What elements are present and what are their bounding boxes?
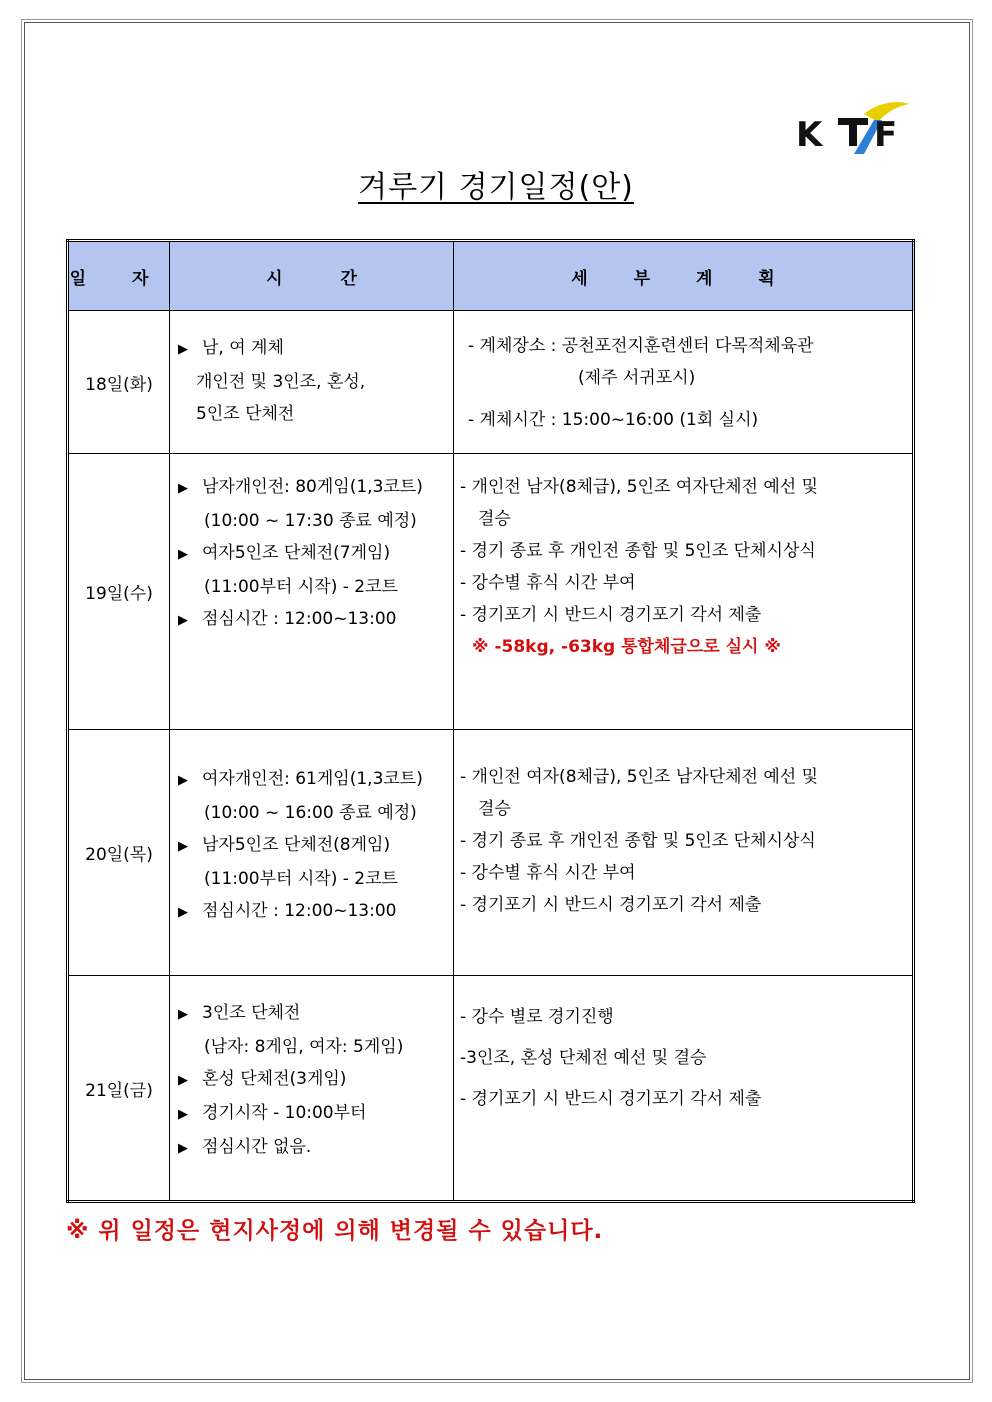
time-cell: ▶ 3인조 단체전 (남자: 8게임, 여자: 5게임) ▶ 혼성 단체전(3게임) ▶ 경기시작 - 10:00부터 ▶ 점심시간 없음. xyxy=(170,976,454,1202)
table-row xyxy=(68,730,914,976)
plan-cell: - 개인전 남자(8체급), 5인조 여자단체전 예선 및 결승 - 경기 종료 후 개인전 종합 및 5인조 단체시상식 - 강수별 휴식 시간 부여 - 경기포기 시 반드시 경기포기 각서 제출 ※ -58kg, -63kg 통합체급으로 실시 ※ xyxy=(454,454,914,730)
header-date: 일 자 xyxy=(68,241,170,311)
bullet-icon: ▶ xyxy=(178,905,188,920)
date-cell: 19일(수) xyxy=(68,454,170,730)
bullet-icon: ▶ xyxy=(178,342,188,357)
bullet-icon: ▶ xyxy=(178,613,188,628)
footnote: ※ 위 일정은 현지사정에 의해 변경될 수 있습니다. xyxy=(66,1218,604,1244)
ktf-logo xyxy=(794,100,912,156)
plan-cell: - 강수 별로 경기진행 -3인조, 혼성 단체전 예선 및 결승 - 경기포기 시 반드시 경기포기 각서 제출 xyxy=(454,976,914,1202)
bullet-icon: ▶ xyxy=(178,1107,188,1122)
plan-cell: - 개인전 여자(8체급), 5인조 남자단체전 예선 및 결승 - 경기 종료 후 개인전 종합 및 5인조 단체시상식 - 강수별 휴식 시간 부여 - 경기포기 시 반드시 경기포기 각서 제출 xyxy=(454,730,914,976)
bullet-icon: ▶ xyxy=(178,773,188,788)
page-title: 겨루기 경기일정(안) xyxy=(358,170,634,205)
header-plan: 세 부 계 획 xyxy=(454,241,914,311)
plan-cell: - 계체장소 : 공천포전지훈련센터 다목적체육관 (제주 서귀포시) - 계체시간 : 15:00~16:00 (1회 실시) xyxy=(454,311,914,454)
table-row xyxy=(68,311,914,454)
bullet-icon: ▶ xyxy=(178,1141,188,1156)
header-time: 시 간 xyxy=(170,241,454,311)
table-row xyxy=(68,454,914,730)
time-cell: ▶ 남자개인전: 80게임(1,3코트) (10:00 ~ 17:30 종료 예정) ▶ 여자5인조 단체전(7게임) (11:00부터 시작) - 2코트 ▶ 점심시간 : 12:00~13:00 xyxy=(170,454,454,730)
svg-text:F: F xyxy=(874,115,898,155)
bullet-icon: ▶ xyxy=(178,481,188,496)
date-cell: 18일(화) xyxy=(68,311,170,454)
schedule-table xyxy=(66,239,915,1203)
table-row xyxy=(68,976,914,1202)
bullet-icon: ▶ xyxy=(178,839,188,854)
bullet-icon: ▶ xyxy=(178,1073,188,1088)
weight-class-note: ※ -58kg, -63kg 통합체급으로 실시 ※ xyxy=(472,637,781,657)
bullet-icon: ▶ xyxy=(178,1007,188,1022)
date-cell: 20일(목) xyxy=(68,730,170,976)
header-row xyxy=(68,241,914,311)
time-cell: ▶ 여자개인전: 61게임(1,3코트) (10:00 ~ 16:00 종료 예정) ▶ 남자5인조 단체전(8게임) (11:00부터 시작) - 2코트 ▶ 점심시간 : 12:00~13:00 xyxy=(170,730,454,976)
time-cell: ▶ 남, 여 계체 개인전 및 3인조, 혼성, 5인조 단체전 xyxy=(170,311,454,454)
bullet-icon: ▶ xyxy=(178,547,188,562)
date-cell: 21일(금) xyxy=(68,976,170,1202)
svg-text:K: K xyxy=(796,115,823,155)
